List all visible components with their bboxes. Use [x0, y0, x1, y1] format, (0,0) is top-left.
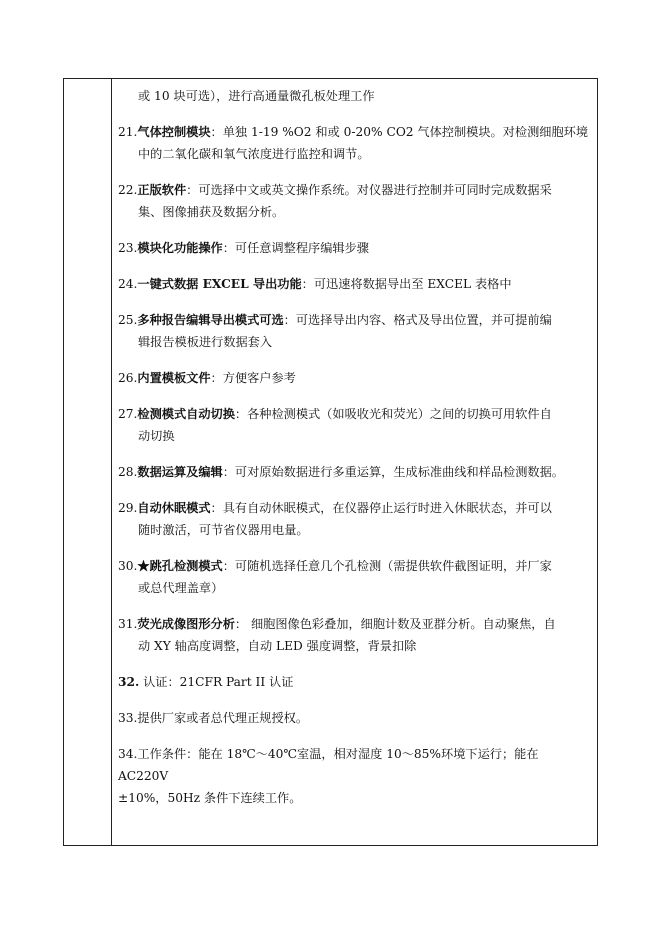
spec-item-text: 辑报告模板进行数据套入 [138, 335, 273, 349]
spec-item-text: 中的二氧化碳和氧气浓度进行监控和调节。 [138, 147, 370, 161]
item-gap [118, 107, 592, 121]
item-gap [118, 729, 592, 743]
item-gap [118, 295, 592, 309]
item-gap [118, 353, 592, 367]
spec-item-text: 动 XY 轴高度调整，自动 LED 强度调整，背景扣除 [138, 639, 417, 653]
spec-item-line [118, 121, 592, 143]
spec-item-text: 31. [118, 617, 138, 631]
spec-item-text: ±10%，50Hz 条件下连续工作。 [118, 791, 302, 805]
spec-item-text: ：可选择导出内容、格式及导出位置，并可提前编 [283, 313, 552, 327]
item-gap [118, 541, 592, 555]
spec-item-line [118, 497, 592, 519]
spec-item [118, 179, 592, 223]
spec-item-text: 随时激活，可节省仪器用电量。 [138, 523, 309, 537]
spec-item [118, 671, 592, 693]
item-gap [118, 165, 592, 179]
spec-item-text: 28. [118, 465, 138, 479]
spec-item-text: 29. [118, 501, 138, 515]
item-gap [118, 223, 592, 237]
spec-item [118, 403, 592, 447]
spec-item-text: ：可选择中文或英文操作系统。对仪器进行控制并可同时完成数据采 [186, 183, 552, 197]
spec-item-text: 22. [118, 183, 138, 197]
spec-item-text: ：可任意调整程序编辑步骤 [222, 241, 369, 255]
spec-item-line [118, 273, 592, 295]
spec-item-heading: 气体控制模块 [137, 125, 211, 139]
spec-item-text: 23. [118, 241, 138, 255]
spec-list [118, 85, 592, 809]
spec-item [118, 743, 592, 809]
spec-item-line [118, 309, 592, 331]
item-gap [118, 693, 592, 707]
spec-item-text: 或总代理盖章） [138, 581, 224, 595]
item-gap [118, 447, 592, 461]
spec-item-text: ：具有自动休眠模式，在仪器停止运行时进入休眠状态，并可以 [210, 501, 552, 515]
spec-item-text: 认证：21CFR Part II 认证 [139, 675, 294, 689]
spec-item [118, 237, 592, 259]
spec-item-line [118, 85, 592, 107]
spec-item-heading: 32. [118, 675, 140, 689]
item-gap [118, 389, 592, 403]
spec-item-text: ：可对原始数据进行多重运算，生成标准曲线和样品检测数据。 [222, 465, 564, 479]
spec-item-line [118, 577, 592, 599]
spec-item-line [118, 331, 592, 353]
spec-item-text: 34.工作条件：能在 18℃～40℃室温，相对湿度 10～85%环境下运行；能在 AC220V [118, 747, 539, 783]
spec-item-line [118, 461, 592, 483]
spec-item [118, 367, 592, 389]
spec-item-line [118, 635, 592, 657]
spec-item [118, 707, 592, 729]
spec-item [118, 85, 592, 107]
spec-item-heading: 多种报告编辑导出模式可选 [137, 313, 284, 327]
spec-item-text: 27. [118, 407, 138, 421]
spec-item-text: 33.提供厂家或者总代理正规授权。 [118, 711, 309, 725]
spec-item [118, 121, 592, 165]
spec-item-heading: 数据运算及编辑 [137, 465, 223, 479]
spec-item-heading: 检测模式自动切换 [137, 407, 235, 421]
spec-item-text: 21. [118, 125, 138, 139]
table-column-divider [111, 78, 112, 846]
spec-item-text: ： 细胞图像色彩叠加，细胞计数及亚群分析。自动聚焦，自 [234, 617, 556, 631]
spec-item-heading: 模块化功能操作 [137, 241, 223, 255]
spec-item-heading: 自动休眠模式 [137, 501, 211, 515]
item-gap [118, 259, 592, 273]
spec-item-line [118, 201, 592, 223]
spec-item-line [118, 555, 592, 577]
spec-item [118, 613, 592, 657]
spec-item-text: 24. [118, 277, 138, 291]
spec-item-text: 26. [118, 371, 138, 385]
spec-item-line [118, 707, 592, 729]
spec-item-line [118, 403, 592, 425]
spec-item [118, 555, 592, 599]
spec-item-line [118, 367, 592, 389]
spec-item-line [118, 671, 592, 693]
spec-item-line [118, 237, 592, 259]
spec-item [118, 273, 592, 295]
spec-item-heading: 内置模板文件 [137, 371, 211, 385]
item-gap [118, 657, 592, 671]
spec-item-line [118, 425, 592, 447]
spec-item-heading: 一键式数据 EXCEL 导出功能 [137, 277, 302, 291]
spec-item-text: ：单独 1-19 %O2 和或 0-20% CO2 气体控制模块。对检测细胞环境 [210, 125, 589, 139]
spec-item [118, 497, 592, 541]
spec-item-line [118, 787, 592, 809]
spec-item-text: ：各种检测模式（如吸收光和荧光）之间的切换可用软件自 [234, 407, 552, 421]
spec-item-text: 集、图像捕获及数据分析。 [138, 205, 285, 219]
spec-item [118, 461, 592, 483]
spec-item-text: 25. [118, 313, 138, 327]
spec-item-heading: ★跳孔检测模式 [137, 559, 223, 573]
spec-item-text: ：可随机选择任意几个孔检测（需提供软件截图证明，并厂家 [222, 559, 552, 573]
spec-item-line [118, 519, 592, 541]
spec-item-heading: 正版软件 [137, 183, 187, 197]
spec-item-line [118, 613, 592, 635]
item-gap [118, 483, 592, 497]
spec-item-line [118, 143, 592, 165]
spec-item-line [118, 179, 592, 201]
spec-item-heading: 荧光成像图形分析 [137, 617, 235, 631]
spec-item-line [118, 743, 592, 787]
spec-item-text: 或 10 块可选），进行高通量微孔板处理工作 [138, 89, 375, 103]
spec-item-text: 动切换 [138, 429, 175, 443]
spec-item-text: ：方便客户参考 [210, 371, 296, 385]
spec-item-text: ：可迅速将数据导出至 EXCEL 表格中 [301, 277, 512, 291]
spec-item-text: 30. [118, 559, 138, 573]
spec-item [118, 309, 592, 353]
item-gap [118, 599, 592, 613]
